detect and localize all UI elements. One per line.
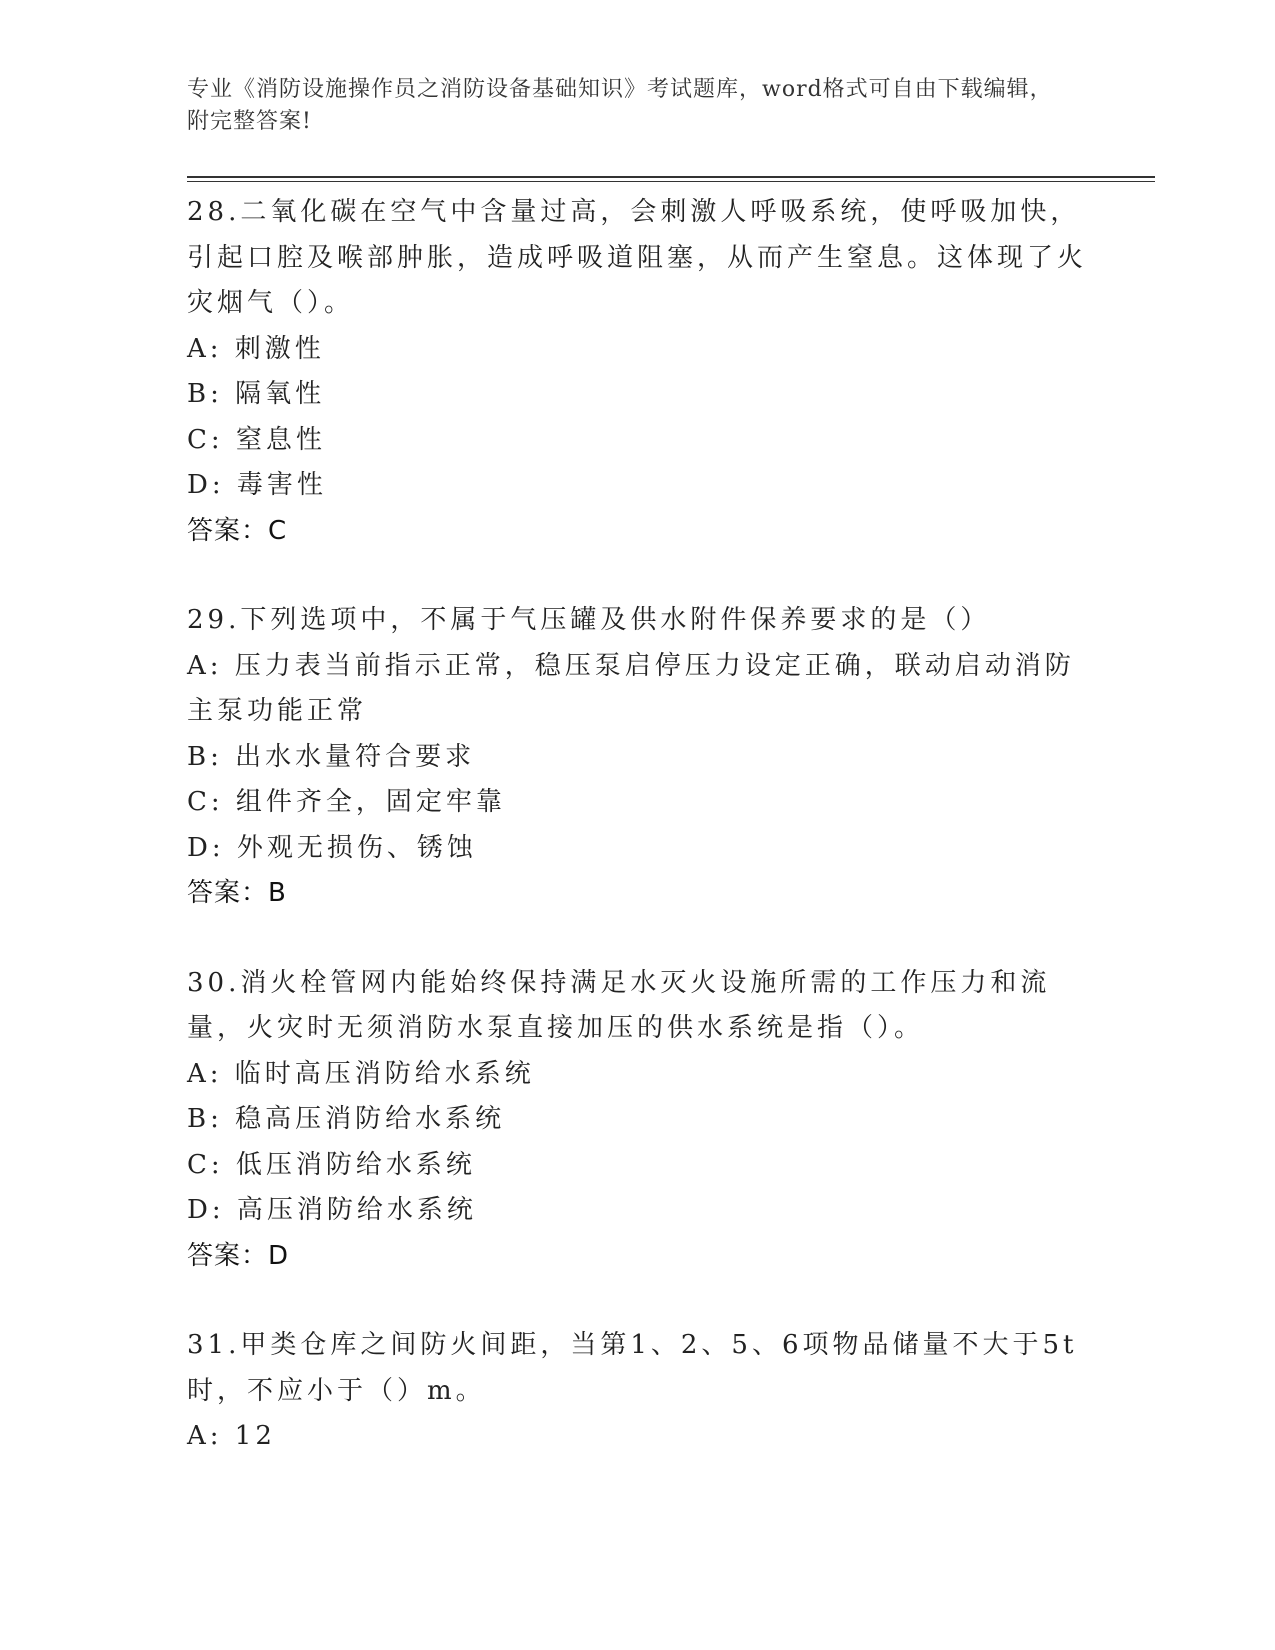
option-a: A: 12 (187, 1421, 276, 1451)
option-c: C: 组件齐全，固定牢靠 (187, 787, 506, 817)
answer-line: 答案：B (187, 878, 287, 908)
option-b: B: 稳高压消防给水系统 (187, 1104, 506, 1134)
option-a: A: 压力表当前指示正常，稳压泵启停压力设定正确，联动启动消防主泵功能正常 (187, 650, 1075, 726)
question-stem: 29.下列选项中，不属于气压罐及供水附件保养要求的是（） (187, 605, 991, 635)
option-b: B: 出水水量符合要求 (187, 741, 476, 772)
question-stem: 30.消火栓管网内能始终保持满足水灭火设施所需的工作压力和流量，火灾时无须消防水泵直接加压的供水系统是指（）。 (187, 967, 1051, 1043)
option-a: A: 刺激性 (187, 333, 325, 364)
question-stem: 28.二氧化碳在空气中含量过高，会刺激人呼吸系统，使呼吸加快，引起口腔及喉部肿胀，造成呼吸道阻塞，从而产生窒息。这体现了火灾烟气（）。 (187, 197, 1088, 318)
question-31 (187, 1323, 1087, 1460)
document-header: 专业《消防设施操作员之消防设备基础知识》考试题库，word格式可自由下载编辑，附完整答案! (187, 77, 1053, 134)
option-d: D: 毒害性 (187, 470, 327, 500)
question-stem: 31.甲类仓库之间防火间距，当第1、2、5、6项物品储量不大于5t时，不应小于（）m。 (187, 1330, 1078, 1406)
answer-line: 答案：C (187, 515, 288, 546)
option-b: B: 隔氧性 (187, 379, 326, 409)
option-d: D: 高压消防给水系统 (187, 1195, 477, 1225)
option-c: C: 窒息性 (187, 424, 326, 455)
question-30 (187, 961, 1087, 1280)
header-divider-top (187, 176, 1155, 178)
option-a: A: 临时高压消防给水系统 (187, 1058, 535, 1089)
question-29 (187, 598, 1087, 917)
header-divider-bottom (187, 181, 1155, 182)
option-d: D: 外观无损伤、锈蚀 (187, 832, 477, 863)
question-28 (187, 190, 1087, 554)
answer-line: 答案：D (187, 1240, 290, 1271)
question-list (187, 190, 1087, 1504)
option-c: C: 低压消防给水系统 (187, 1149, 476, 1180)
